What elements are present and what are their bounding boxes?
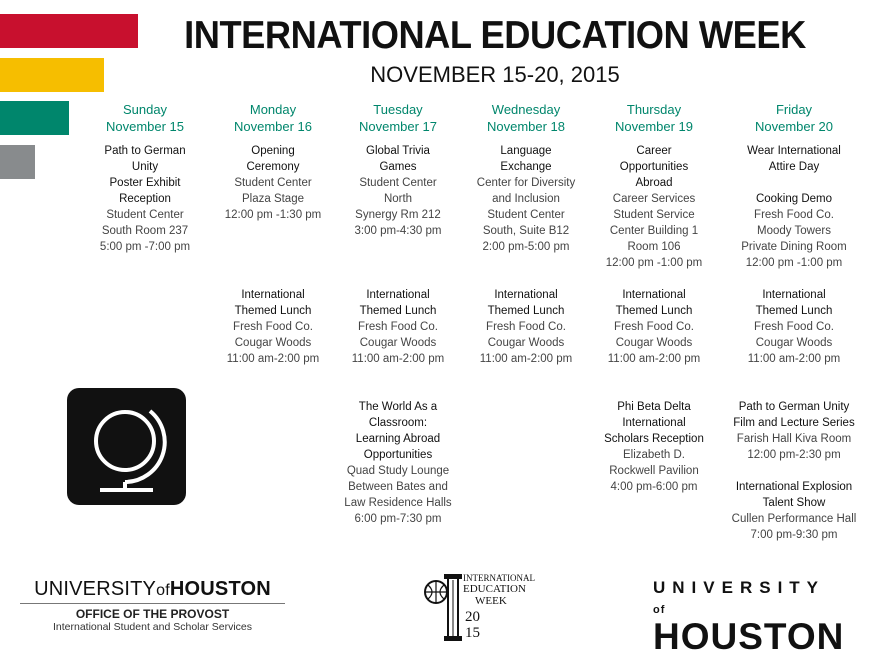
event-block <box>598 399 710 495</box>
day-date: November 15 <box>105 119 185 134</box>
event-detail-line: Student Center <box>487 209 565 221</box>
uh-right-houston: HOUSTON <box>653 616 845 657</box>
event-title-line: Classroom: <box>368 417 428 429</box>
event-detail-line: Between Bates and <box>348 481 448 493</box>
event-detail-line: and Inclusion <box>492 193 560 205</box>
event-detail-line: Center Building 1 <box>609 225 699 237</box>
event-detail-line: Room 106 <box>627 241 681 253</box>
event-detail-line: Student Center <box>106 209 184 221</box>
day-heading <box>598 101 710 135</box>
event-block <box>724 399 864 463</box>
event-block <box>343 143 453 239</box>
event-title-line: International <box>366 289 430 301</box>
globe-icon <box>67 388 186 505</box>
event-detail-line: Synergy Rm 212 <box>355 209 441 221</box>
event-detail-line: Center for Diversity <box>476 177 576 189</box>
event-title-line: International <box>241 289 305 301</box>
event-title-line: Talent Show <box>762 497 826 509</box>
event-title-line: The World As a <box>358 401 438 413</box>
event-title-line: Abroad <box>635 177 673 189</box>
event-block <box>724 479 864 543</box>
event-detail-line: 5:00 pm -7:00 pm <box>99 241 191 253</box>
day-date: November 20 <box>754 119 834 134</box>
event-detail-line: Cougar Woods <box>487 337 565 349</box>
event-detail-line: 4:00 pm-6:00 pm <box>610 481 698 493</box>
provost-office-label: OFFICE OF THE PROVOST <box>75 607 230 621</box>
day-column-thursday <box>598 101 710 561</box>
event-detail-line: 11:00 am-2:00 pm <box>607 353 701 365</box>
event-detail-line: Cougar Woods <box>755 337 833 349</box>
iew-pillar-globe-icon <box>420 572 464 642</box>
event-detail-line: 11:00 am-2:00 pm <box>479 353 573 365</box>
event-title-line: Reception <box>119 193 171 205</box>
event-title-line: Path to German Unity <box>738 401 850 413</box>
event-detail-line: Fresh Food Co. <box>486 321 566 333</box>
event-detail-line: 3:00 pm-4:30 pm <box>354 225 442 237</box>
event-block <box>468 143 584 255</box>
event-detail-line: Student Center <box>234 177 312 189</box>
event-title-line: Ceremony <box>246 161 300 173</box>
event-detail-line: 7:00 pm-9:30 pm <box>750 529 838 541</box>
day-date: November 17 <box>358 119 438 134</box>
iss-label: International Student and Scholar Services <box>52 621 253 633</box>
day-column-wednesday <box>468 101 584 561</box>
uh-left-university: UNIVERSITY <box>34 578 157 600</box>
event-title-line: International Explosion <box>735 481 853 493</box>
event-block <box>468 287 584 367</box>
event-detail-line: 11:00 am-2:00 pm <box>351 353 445 365</box>
event-detail-line: Cougar Woods <box>359 337 437 349</box>
event-title-line: Themed Lunch <box>615 305 693 317</box>
day-name: Friday <box>775 102 813 117</box>
uh-right-university: UNIVERSITY <box>653 578 825 597</box>
uh-provost-logo <box>20 578 285 633</box>
day-name: Monday <box>249 102 297 117</box>
event-title-line: Themed Lunch <box>755 305 833 317</box>
page-subtitle: NOVEMBER 15-20, 2015 <box>370 62 620 87</box>
event-title-line: Film and Lecture Series <box>733 417 855 429</box>
uh-left-of: of <box>156 582 170 599</box>
event-title-line: Language <box>500 145 552 157</box>
event-title-line: Cooking Demo <box>755 193 833 205</box>
event-detail-line: Rockwell Pavilion <box>609 465 699 477</box>
uh-right-of: of <box>653 604 666 616</box>
event-title-line: Wear International <box>747 145 841 157</box>
event-detail-line: Private Dining Room <box>741 241 847 253</box>
event-title-line: International <box>622 289 686 301</box>
day-heading <box>468 101 584 135</box>
event-title-line: Games <box>379 161 417 173</box>
event-title-line: Attire Day <box>768 161 820 173</box>
green-stripe <box>0 101 69 135</box>
event-title-line: Themed Lunch <box>359 305 437 317</box>
iew-logo-year-bottom: 15 <box>465 625 480 641</box>
day-name: Sunday <box>122 102 168 117</box>
event-title-line: Career <box>636 145 672 157</box>
day-date: November 16 <box>233 119 313 134</box>
event-block <box>90 143 200 255</box>
event-detail-line: Law Residence Halls <box>344 497 452 509</box>
uh-logo <box>653 578 848 656</box>
event-detail-line: 12:00 pm -1:00 pm <box>745 257 843 269</box>
event-detail-line: 6:00 pm-7:30 pm <box>354 513 442 525</box>
iew-logo-line-3: WEEK <box>475 595 507 607</box>
event-detail-line: Cullen Performance Hall <box>731 513 857 525</box>
event-title-line: Themed Lunch <box>234 305 312 317</box>
day-heading <box>90 101 200 135</box>
event-detail-line: North <box>383 193 413 205</box>
event-detail-line: Elizabeth D. <box>622 449 685 461</box>
day-column-tuesday <box>343 101 453 561</box>
event-detail-line: Career Services <box>612 193 696 205</box>
event-block <box>343 287 453 367</box>
event-block <box>598 287 710 367</box>
event-title-line: Opening <box>251 145 295 157</box>
globe-app-icon <box>67 388 186 505</box>
event-block <box>343 399 453 527</box>
day-heading <box>343 101 453 135</box>
event-block <box>724 191 864 271</box>
event-title-line: Unity <box>131 161 159 173</box>
event-title-line: International <box>622 417 686 429</box>
day-column-friday <box>724 101 864 561</box>
event-detail-line: Quad Study Lounge <box>346 465 450 477</box>
event-block <box>598 143 710 271</box>
event-title-line: Poster Exhibit <box>109 177 181 189</box>
uh-left-houston: HOUSTON <box>169 578 271 600</box>
event-detail-line: Fresh Food Co. <box>358 321 438 333</box>
event-detail-line: Cougar Woods <box>234 337 312 349</box>
event-detail-line: Fresh Food Co. <box>754 209 834 221</box>
event-detail-line: Fresh Food Co. <box>614 321 694 333</box>
event-detail-line: Fresh Food Co. <box>754 321 834 333</box>
page-title: INTERNATIONAL EDUCATION WEEK <box>184 14 806 57</box>
event-title-line: Global Trivia <box>366 145 430 157</box>
event-block <box>724 287 864 367</box>
event-detail-line: Student Center <box>359 177 437 189</box>
event-detail-line: 11:00 am-2:00 pm <box>226 353 320 365</box>
event-title-line: Themed Lunch <box>487 305 565 317</box>
gray-stripe <box>0 145 35 179</box>
event-detail-line: 11:00 am-2:00 pm <box>747 353 841 365</box>
event-title-line: Path to German <box>104 145 186 157</box>
event-detail-line: Plaza Stage <box>241 193 304 205</box>
day-name: Thursday <box>626 102 682 117</box>
event-title-line: Phi Beta Delta <box>617 401 691 413</box>
iew-logo-line-2: EDUCATION <box>463 583 526 595</box>
day-date: November 18 <box>486 119 566 134</box>
event-title-line: Scholars Reception <box>604 433 704 445</box>
iew-logo-year-top: 20 <box>465 609 480 625</box>
event-detail-line: Student Service <box>613 209 695 221</box>
iew-logo <box>420 572 535 642</box>
event-title-line: Opportunities <box>619 161 689 173</box>
event-title-line: International <box>494 289 558 301</box>
event-block <box>218 143 328 223</box>
event-detail-line: Cougar Woods <box>615 337 693 349</box>
event-detail-line: 12:00 pm-2:30 pm <box>747 449 841 461</box>
day-name: Wednesday <box>491 102 561 117</box>
event-title-line: Opportunities <box>363 449 433 461</box>
event-title-line: Exchange <box>500 161 552 173</box>
event-detail-line: Fresh Food Co. <box>233 321 313 333</box>
event-detail-line: 12:00 pm -1:30 pm <box>224 209 322 221</box>
iew-logo-line-1: INTERNATIONAL <box>463 573 535 583</box>
day-date: November 19 <box>614 119 694 134</box>
event-detail-line: 2:00 pm-5:00 pm <box>482 241 570 253</box>
event-detail-line: Farish Hall Kiva Room <box>736 433 852 445</box>
event-detail-line: 12:00 pm -1:00 pm <box>605 257 703 269</box>
event-detail-line: South Room 237 <box>101 225 189 237</box>
event-title-line: Learning Abroad <box>355 433 441 445</box>
event-detail-line: Moody Towers <box>757 225 831 237</box>
event-title-line: International <box>762 289 826 301</box>
event-detail-line: South, Suite B12 <box>482 225 570 237</box>
day-name: Tuesday <box>373 102 423 117</box>
event-block <box>218 287 328 367</box>
event-block <box>724 143 864 175</box>
day-heading <box>724 101 864 135</box>
day-heading <box>218 101 328 135</box>
day-column-monday <box>218 101 328 561</box>
